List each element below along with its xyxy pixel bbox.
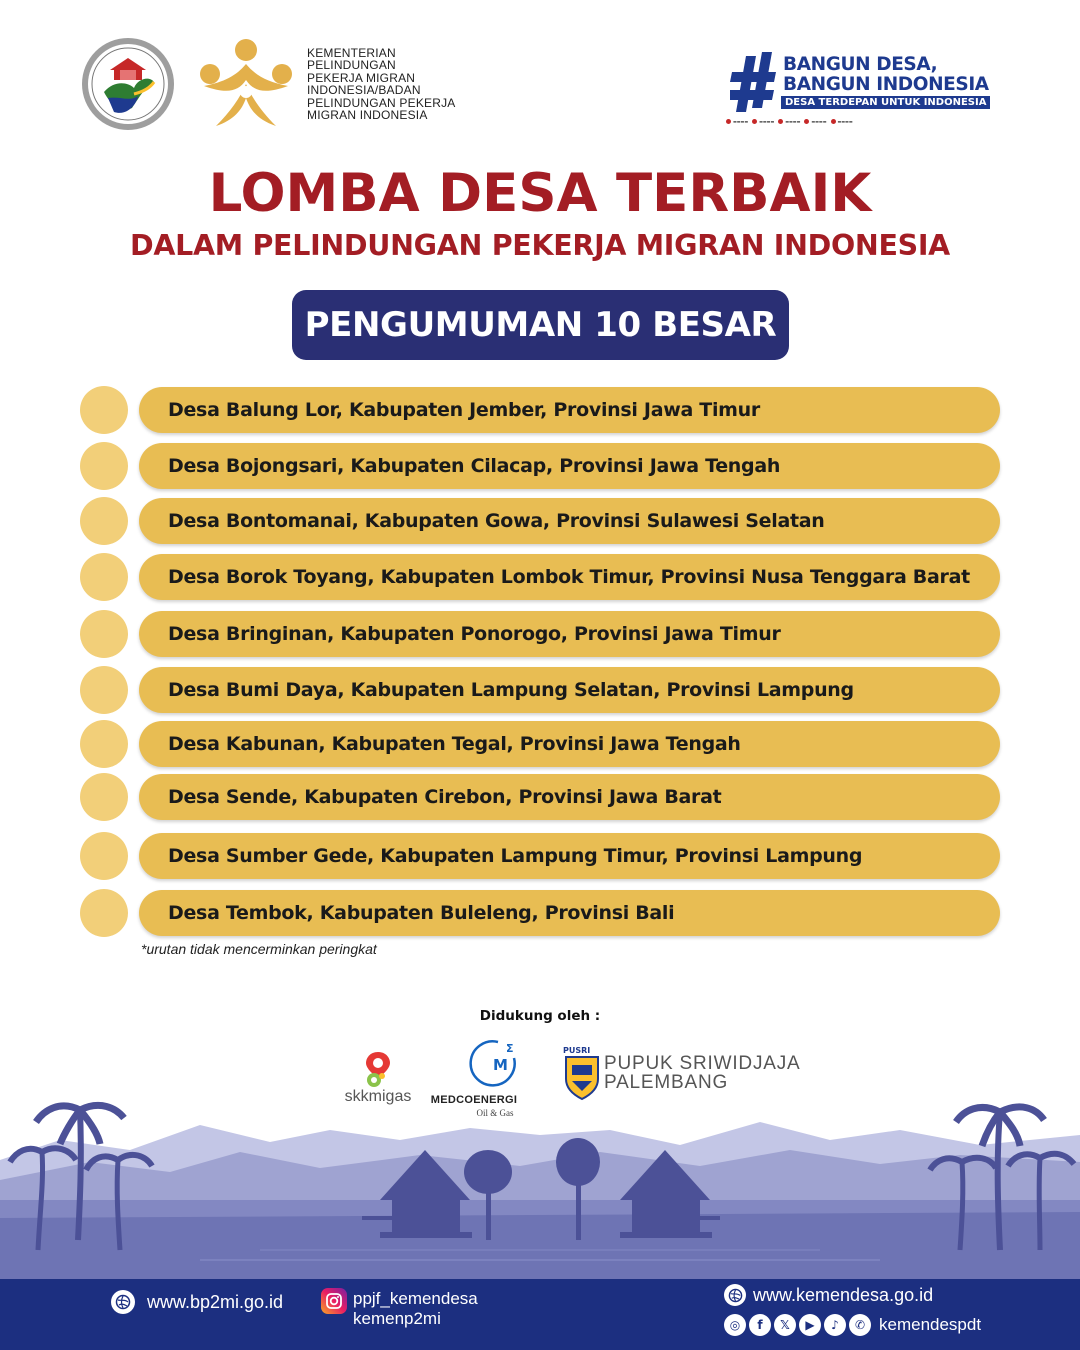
ministry-line: PEKERJA MIGRAN <box>307 70 416 85</box>
supported-by-label: Didukung oleh : <box>479 1008 601 1024</box>
list-item <box>0 889 1080 937</box>
pusri-name-line-1: PUPUK SRIWIDJAJA <box>604 1053 801 1074</box>
pusri-shield-icon <box>562 1045 602 1101</box>
bullet-circle-icon <box>80 666 128 714</box>
bullet-circle-icon <box>80 497 128 545</box>
skkmigas-wordmark: skkmigas <box>344 1088 412 1105</box>
x-twitter-icon[interactable]: 𝕏 <box>774 1314 796 1336</box>
svg-text:M: M <box>493 1056 508 1074</box>
village-label: Desa Tembok, Kabupaten Buleleng, Provinsi Bali <box>139 890 1000 936</box>
page-title: LOMBA DESA TERBAIK <box>208 163 872 224</box>
village-label: Desa Sende, Kabupaten Cirebon, Provinsi Jawa Barat <box>139 774 1000 820</box>
bullet-circle-icon <box>80 610 128 658</box>
list-item <box>0 720 1080 768</box>
pillar-check-icon: ▬▬▬▬ <box>752 117 774 125</box>
village-label: Desa Bumi Daya, Kabupaten Lampung Selatan, Provinsi Lampung <box>139 667 1000 713</box>
medco-wordmark: MEDCOENERGI <box>430 1094 518 1106</box>
svg-text:Σ: Σ <box>506 1042 514 1055</box>
pillar-check-icon: ▬▬▬▬ <box>831 117 853 125</box>
ministry-line: INDONESIA/BADAN <box>307 83 421 98</box>
facebook-icon[interactable]: f <box>749 1314 771 1336</box>
medco-m-icon <box>468 1040 520 1088</box>
village-label: Desa Borok Toyang, Kabupaten Lombok Timur, Provinsi Nusa Tenggara Barat <box>139 554 1000 600</box>
bullet-circle-icon <box>80 442 128 490</box>
list-item <box>0 832 1080 880</box>
social-handle[interactable]: kemendespdt <box>879 1315 982 1334</box>
list-item <box>0 666 1080 714</box>
village-landscape-illustration <box>0 1100 1080 1280</box>
bp2mi-website-link[interactable] <box>111 1290 283 1314</box>
instagram-icon[interactable]: ◎ <box>724 1314 746 1336</box>
bullet-circle-icon <box>80 773 128 821</box>
village-label: Desa Bontomanai, Kabupaten Gowa, Provinsi Sulawesi Selatan <box>139 498 1000 544</box>
announcement-banner: PENGUMUMAN 10 BESAR <box>292 290 789 360</box>
list-item <box>0 610 1080 658</box>
tiktok-icon[interactable]: ♪ <box>824 1314 846 1336</box>
village-label: Desa Kabunan, Kabupaten Tegal, Provinsi Jawa Tengah <box>139 721 1000 767</box>
village-label: Desa Bringinan, Kabupaten Ponorogo, Provinsi Jawa Timur <box>139 611 1000 657</box>
hashtag-icon <box>730 52 778 116</box>
instagram-handle[interactable]: ppjf_kemendesa <box>353 1289 478 1308</box>
slogan-line-2: BANGUN INDONESIA <box>783 74 989 95</box>
ministry-name <box>307 47 467 121</box>
bullet-circle-icon <box>80 386 128 434</box>
globe-icon <box>111 1290 135 1314</box>
kemendesa-website-link[interactable] <box>724 1284 933 1306</box>
bp2mi-website-text: www.bp2mi.go.id <box>147 1291 284 1312</box>
pusri-name-line-2: PALEMBANG <box>604 1072 729 1093</box>
ministry-line: PELINDUNGAN PEKERJA <box>307 95 456 110</box>
bullet-circle-icon <box>80 720 128 768</box>
bp2mi-logo-icon <box>196 36 296 132</box>
village-label: Desa Balung Lor, Kabupaten Jember, Provinsi Jawa Timur <box>139 387 1000 433</box>
youtube-icon[interactable]: ▶ <box>799 1314 821 1336</box>
list-item <box>0 386 1080 434</box>
ministry-line: KEMENTERIAN <box>307 46 396 60</box>
medco-subtitle: Oil & Gas <box>476 1108 514 1118</box>
list-item <box>0 553 1080 601</box>
ministry-line: PELINDUNGAN <box>307 58 396 73</box>
whatsapp-icon[interactable]: ✆ <box>849 1314 871 1336</box>
ranking-note: *urutan tidak mencerminkan peringkat <box>141 941 377 957</box>
slogan-tagline: DESA TERDEPAN UNTUK INDONESIA <box>781 96 990 109</box>
village-label: Desa Sumber Gede, Kabupaten Lampung Timur, Provinsi Lampung <box>139 833 1000 879</box>
bullet-circle-icon <box>80 889 128 937</box>
village-label: Desa Bojongsari, Kabupaten Cilacap, Provinsi Jawa Tengah <box>139 443 1000 489</box>
pillar-check-icon: ▬▬▬▬ <box>778 117 800 125</box>
svg-text:PUSRI: PUSRI <box>563 1046 591 1055</box>
list-item <box>0 497 1080 545</box>
kemendesa-website-text: www.kemendesa.go.id <box>753 1284 934 1305</box>
list-item <box>0 442 1080 490</box>
instagram-icon[interactable] <box>321 1288 347 1314</box>
globe-icon <box>724 1284 746 1306</box>
slogan-pillars <box>726 117 981 125</box>
bullet-circle-icon <box>80 553 128 601</box>
slogan-block <box>726 50 989 130</box>
list-item <box>0 773 1080 821</box>
social-links <box>724 1314 981 1336</box>
instagram-handle[interactable]: kemenp2mi <box>353 1309 441 1328</box>
pusri-logo <box>562 1045 802 1105</box>
bullet-circle-icon <box>80 832 128 880</box>
pillar-check-icon: ▬▬▬▬ <box>726 117 748 125</box>
ministry-line: MIGRAN INDONESIA <box>307 108 428 123</box>
kemendes-logo-icon <box>80 36 176 132</box>
skkmigas-pin-icon <box>360 1050 396 1092</box>
slogan-line-1: BANGUN DESA, <box>783 54 938 75</box>
page-subtitle: DALAM PELINDUNGAN PEKERJA MIGRAN INDONESIA <box>130 229 950 262</box>
instagram-handles[interactable] <box>353 1289 478 1329</box>
pillar-check-icon: ▬▬▬▬ <box>804 117 826 125</box>
